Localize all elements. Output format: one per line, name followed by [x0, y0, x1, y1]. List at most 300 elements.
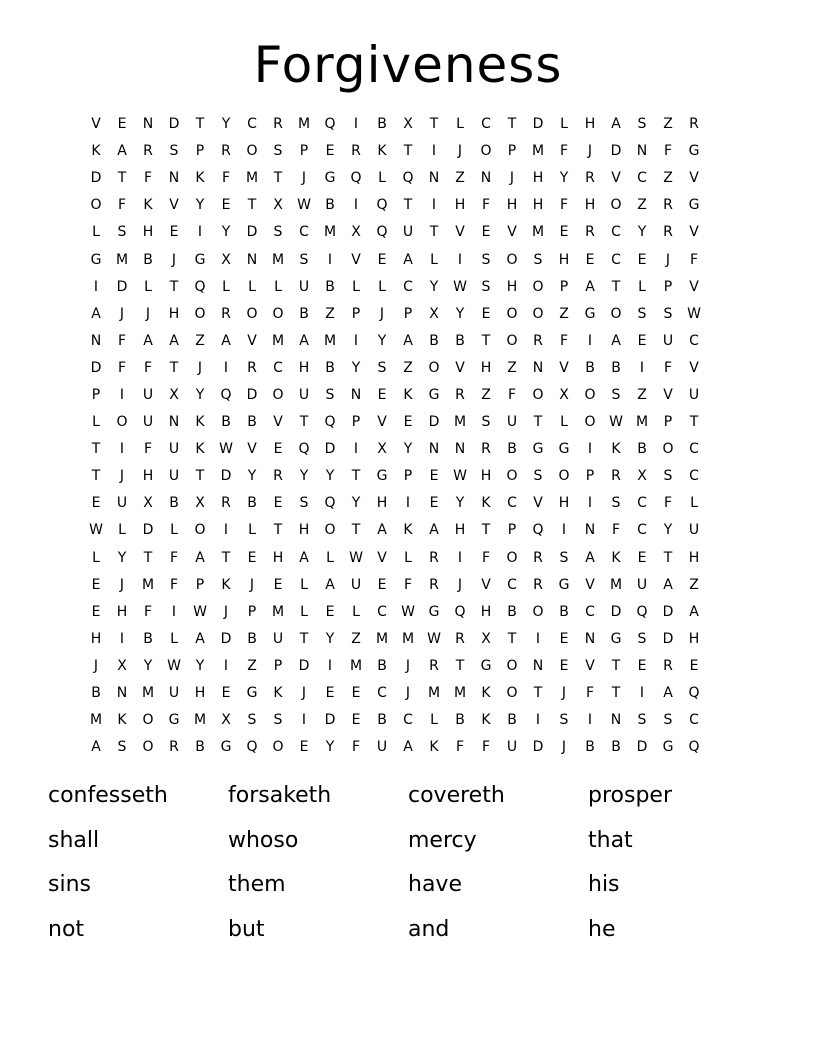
grid-letter: T — [351, 468, 361, 485]
grid-letter: Z — [507, 359, 517, 376]
grid-letter: C — [507, 576, 517, 593]
grid-letter: Y — [559, 170, 569, 187]
grid-letter: L — [222, 278, 230, 295]
grid-letter: Q — [636, 603, 648, 620]
grid-letter: E — [325, 143, 335, 160]
grid-letter: S — [637, 305, 647, 322]
grid-letter: B — [585, 359, 595, 376]
grid-letter: J — [301, 685, 307, 702]
grid-letter: H — [142, 468, 154, 485]
grid-letter: A — [221, 332, 231, 349]
grid-letter: E — [91, 603, 101, 620]
grid-letter: S — [169, 143, 179, 160]
grid-letter: Q — [194, 278, 206, 295]
grid-letter: E — [377, 576, 387, 593]
grid-letter: L — [404, 549, 412, 566]
grid-letter: L — [430, 712, 438, 729]
grid-letter: H — [532, 197, 544, 214]
grid-letter: O — [506, 468, 518, 485]
grid-letter: F — [611, 522, 621, 539]
grid-letter: S — [273, 224, 283, 241]
grid-letter: B — [585, 739, 595, 756]
grid-letter: R — [663, 197, 673, 214]
grid-letter: L — [352, 278, 360, 295]
grid-letter: Z — [455, 170, 465, 187]
grid-letter: F — [559, 332, 569, 349]
grid-letter: J — [561, 739, 567, 756]
grid-letter: I — [639, 359, 645, 376]
grid-letter: Y — [325, 468, 335, 485]
grid-letter: T — [299, 630, 309, 647]
grid-letter: I — [353, 332, 359, 349]
grid-letter: Z — [325, 305, 335, 322]
grid-letter: I — [431, 197, 437, 214]
grid-letter: O — [506, 549, 518, 566]
grid-letter: U — [506, 739, 518, 756]
grid-letter: A — [403, 251, 413, 268]
grid-letter: E — [273, 576, 283, 593]
grid-letter: V — [611, 170, 621, 187]
grid-letter: A — [91, 739, 101, 756]
grid-letter: F — [351, 739, 361, 756]
grid-row — [83, 734, 733, 761]
grid-letter: O — [532, 386, 544, 403]
grid-letter: Y — [325, 630, 335, 647]
grid-letter: E — [585, 251, 595, 268]
grid-letter: M — [193, 712, 207, 729]
grid-letter: C — [481, 116, 491, 133]
grid-letter: Y — [325, 739, 335, 756]
grid-letter: C — [403, 278, 413, 295]
grid-letter: I — [327, 251, 333, 268]
grid-letter: H — [480, 359, 492, 376]
grid-letter: G — [90, 251, 102, 268]
grid-letter: V — [247, 332, 257, 349]
grid-letter: V — [585, 576, 595, 593]
grid-letter: T — [143, 549, 153, 566]
grid-letter: S — [663, 305, 673, 322]
grid-letter: U — [506, 414, 518, 431]
grid-letter: W — [349, 549, 363, 566]
grid-letter: R — [429, 576, 439, 593]
grid-letter: T — [611, 657, 621, 674]
grid-letter: J — [223, 603, 229, 620]
grid-letter: S — [533, 251, 543, 268]
grid-letter: T — [91, 441, 101, 458]
grid-letter: I — [639, 685, 645, 702]
grid-letter: Y — [663, 522, 673, 539]
grid-letter: V — [377, 549, 387, 566]
grid-letter: E — [637, 549, 647, 566]
grid-letter: I — [223, 359, 229, 376]
grid-letter: B — [247, 414, 257, 431]
grid-letter: G — [324, 170, 336, 187]
grid-letter: Y — [143, 657, 153, 674]
grid-letter: H — [142, 224, 154, 241]
grid-letter: J — [119, 305, 125, 322]
grid-letter: O — [532, 603, 544, 620]
grid-letter: F — [117, 197, 127, 214]
grid-letter: N — [584, 630, 596, 647]
grid-letter: U — [688, 386, 700, 403]
grid-letter: P — [195, 143, 205, 160]
grid-letter: R — [533, 549, 543, 566]
grid-letter: O — [272, 305, 284, 322]
grid-letter: G — [376, 468, 388, 485]
grid-letter: R — [533, 332, 543, 349]
grid-letter: R — [351, 143, 361, 160]
grid-letter: Z — [247, 657, 257, 674]
grid-letter: R — [273, 468, 283, 485]
grid-letter: G — [428, 386, 440, 403]
grid-letter: W — [167, 657, 181, 674]
grid-letter: U — [376, 739, 388, 756]
grid-letter: Z — [637, 197, 647, 214]
grid-letter: C — [377, 603, 387, 620]
grid-letter: B — [91, 685, 101, 702]
grid-letter: M — [115, 251, 129, 268]
grid-letter: P — [247, 603, 257, 620]
grid-letter: B — [377, 657, 387, 674]
grid-letter: H — [116, 603, 128, 620]
grid-letter: E — [117, 116, 127, 133]
grid-letter: P — [273, 657, 283, 674]
grid-row — [83, 165, 733, 192]
grid-letter: Y — [195, 386, 205, 403]
grid-letter: X — [351, 224, 361, 241]
grid-letter: E — [377, 386, 387, 403]
grid-letter: K — [403, 522, 413, 539]
grid-letter: I — [353, 116, 359, 133]
grid-letter: I — [587, 712, 593, 729]
grid-letter: D — [532, 739, 544, 756]
grid-letter: J — [457, 143, 463, 160]
grid-letter: C — [611, 251, 621, 268]
grid-letter: S — [559, 549, 569, 566]
grid-letter: K — [143, 197, 153, 214]
grid-letter: L — [300, 603, 308, 620]
grid-letter: A — [299, 549, 309, 566]
grid-letter: R — [169, 739, 179, 756]
grid-letter: W — [453, 278, 467, 295]
grid-letter: P — [403, 305, 413, 322]
grid-letter: R — [221, 305, 231, 322]
grid-letter: Y — [637, 224, 647, 241]
grid-letter: X — [221, 712, 231, 729]
grid-letter: Z — [663, 170, 673, 187]
grid-letter: R — [663, 657, 673, 674]
grid-letter: E — [273, 495, 283, 512]
grid-letter: F — [507, 386, 517, 403]
word-list-item: he — [588, 916, 616, 942]
grid-letter: E — [429, 495, 439, 512]
grid-letter: B — [611, 739, 621, 756]
grid-letter: F — [663, 143, 673, 160]
grid-letter: S — [117, 739, 127, 756]
grid-letter: Y — [117, 549, 127, 566]
grid-letter: I — [327, 657, 333, 674]
grid-letter: C — [637, 170, 647, 187]
grid-letter: D — [90, 170, 102, 187]
grid-letter: Q — [376, 224, 388, 241]
grid-letter: T — [299, 414, 309, 431]
grid-letter: B — [299, 305, 309, 322]
grid-letter: O — [532, 305, 544, 322]
grid-letter: O — [584, 414, 596, 431]
grid-row — [83, 328, 733, 355]
grid-letter: E — [247, 549, 257, 566]
word-list-item: that — [588, 827, 633, 853]
grid-letter: C — [273, 359, 283, 376]
grid-letter: J — [665, 251, 671, 268]
grid-letter: V — [663, 386, 673, 403]
grid-letter: D — [532, 116, 544, 133]
grid-letter: O — [558, 468, 570, 485]
grid-letter: V — [559, 359, 569, 376]
grid-letter: O — [246, 143, 258, 160]
grid-letter: G — [610, 630, 622, 647]
grid-letter: B — [143, 630, 153, 647]
grid-letter: V — [585, 657, 595, 674]
grid-letter: E — [637, 251, 647, 268]
grid-letter: D — [220, 468, 232, 485]
grid-letter: K — [377, 143, 387, 160]
grid-letter: L — [248, 522, 256, 539]
grid-letter: X — [481, 630, 491, 647]
grid-letter: M — [453, 414, 467, 431]
grid-letter: L — [378, 278, 386, 295]
grid-letter: B — [559, 603, 569, 620]
grid-row — [83, 355, 733, 382]
grid-letter: A — [585, 549, 595, 566]
grid-letter: X — [637, 468, 647, 485]
grid-letter: P — [403, 468, 413, 485]
grid-letter: G — [428, 603, 440, 620]
grid-letter: L — [326, 549, 334, 566]
grid-letter: B — [247, 630, 257, 647]
grid-letter: N — [636, 143, 648, 160]
grid-letter: F — [143, 170, 153, 187]
grid-letter: Y — [377, 332, 387, 349]
grid-letter: H — [558, 495, 570, 512]
grid-letter: N — [116, 685, 128, 702]
grid-letter: J — [93, 657, 99, 674]
grid-letter: T — [91, 468, 101, 485]
grid-letter: I — [431, 143, 437, 160]
grid-letter: M — [531, 224, 545, 241]
grid-letter: P — [299, 143, 309, 160]
grid-letter: N — [454, 441, 466, 458]
grid-letter: G — [662, 739, 674, 756]
grid-letter: Q — [324, 116, 336, 133]
grid-letter: Q — [532, 522, 544, 539]
grid-letter: F — [117, 332, 127, 349]
grid-letter: S — [273, 712, 283, 729]
grid-row — [83, 653, 733, 680]
grid-letter: B — [221, 414, 231, 431]
grid-letter: J — [457, 576, 463, 593]
grid-letter: J — [405, 657, 411, 674]
grid-letter: V — [689, 224, 699, 241]
grid-letter: Q — [454, 603, 466, 620]
grid-letter: Y — [247, 468, 257, 485]
grid-letter: C — [689, 468, 699, 485]
grid-letter: I — [93, 278, 99, 295]
grid-letter: Y — [351, 495, 361, 512]
grid-letter: E — [91, 495, 101, 512]
grid-letter: V — [91, 116, 101, 133]
grid-letter: F — [689, 251, 699, 268]
grid-letter: R — [663, 224, 673, 241]
grid-letter: H — [532, 170, 544, 187]
grid-letter: O — [662, 441, 674, 458]
grid-letter: V — [351, 251, 361, 268]
grid-letter: N — [246, 251, 258, 268]
grid-letter: K — [611, 441, 621, 458]
grid-letter: W — [401, 603, 415, 620]
grid-letter: F — [663, 359, 673, 376]
grid-letter: M — [141, 576, 155, 593]
grid-letter: E — [559, 630, 569, 647]
grid-letter: X — [559, 386, 569, 403]
grid-letter: X — [117, 657, 127, 674]
grid-letter: P — [351, 414, 361, 431]
grid-letter: M — [427, 685, 441, 702]
grid-row — [83, 599, 733, 626]
grid-letter: X — [403, 116, 413, 133]
grid-letter: F — [663, 495, 673, 512]
grid-letter: X — [377, 441, 387, 458]
grid-letter: E — [221, 685, 231, 702]
grid-letter: K — [611, 549, 621, 566]
grid-letter: I — [457, 251, 463, 268]
word-list-item: have — [408, 872, 462, 897]
grid-letter: X — [143, 495, 153, 512]
grid-letter: Q — [376, 197, 388, 214]
word-list-item: and — [408, 916, 450, 942]
grid-letter: T — [273, 170, 283, 187]
grid-letter: T — [611, 278, 621, 295]
word-list-item: covereth — [408, 783, 505, 808]
grid-letter: B — [325, 197, 335, 214]
grid-row — [83, 138, 733, 165]
grid-letter: F — [221, 170, 231, 187]
grid-letter: E — [325, 603, 335, 620]
grid-letter: B — [507, 441, 517, 458]
grid-letter: S — [481, 278, 491, 295]
grid-letter: H — [454, 522, 466, 539]
grid-letter: D — [116, 278, 128, 295]
grid-letter: L — [352, 603, 360, 620]
grid-letter: U — [272, 630, 284, 647]
grid-letter: M — [297, 116, 311, 133]
grid-letter: Y — [403, 441, 413, 458]
grid-letter: Z — [403, 359, 413, 376]
grid-row — [83, 246, 733, 273]
grid-letter: W — [687, 305, 701, 322]
grid-letter: T — [507, 116, 517, 133]
grid-letter: M — [271, 332, 285, 349]
grid-letter: G — [532, 441, 544, 458]
grid-letter: S — [533, 468, 543, 485]
grid-letter: O — [506, 685, 518, 702]
grid-letter: L — [274, 278, 282, 295]
grid-letter: E — [91, 576, 101, 593]
grid-letter: L — [144, 278, 152, 295]
grid-letter: I — [587, 495, 593, 512]
grid-letter: O — [532, 278, 544, 295]
grid-letter: J — [379, 305, 385, 322]
grid-letter: B — [247, 495, 257, 512]
grid-letter: A — [585, 278, 595, 295]
grid-letter: I — [353, 441, 359, 458]
grid-letter: O — [90, 197, 102, 214]
grid-letter: A — [429, 522, 439, 539]
grid-letter: J — [171, 251, 177, 268]
grid-letter: Z — [195, 332, 205, 349]
grid-letter: H — [454, 197, 466, 214]
grid-letter: B — [455, 712, 465, 729]
grid-letter: I — [119, 386, 125, 403]
grid-letter: N — [90, 332, 102, 349]
grid-letter: O — [194, 305, 206, 322]
grid-letter: F — [403, 576, 413, 593]
grid-letter: R — [221, 495, 231, 512]
grid-letter: I — [223, 522, 229, 539]
grid-letter: C — [247, 116, 257, 133]
grid-letter: U — [116, 495, 128, 512]
grid-letter: D — [220, 630, 232, 647]
grid-letter: A — [663, 576, 673, 593]
grid-letter: V — [455, 224, 465, 241]
grid-letter: B — [377, 712, 387, 729]
grid-letter: W — [609, 414, 623, 431]
grid-letter: R — [585, 170, 595, 187]
grid-letter: D — [142, 522, 154, 539]
grid-row — [83, 219, 733, 246]
grid-letter: L — [170, 630, 178, 647]
grid-letter: L — [92, 549, 100, 566]
grid-letter: B — [325, 278, 335, 295]
grid-row — [83, 192, 733, 219]
grid-letter: D — [168, 116, 180, 133]
grid-letter: Y — [455, 495, 465, 512]
grid-letter: I — [171, 603, 177, 620]
grid-letter: K — [195, 170, 205, 187]
grid-letter: E — [689, 657, 699, 674]
grid-letter: B — [507, 603, 517, 620]
grid-letter: L — [560, 116, 568, 133]
grid-letter: W — [453, 468, 467, 485]
grid-letter: V — [377, 414, 387, 431]
grid-letter: G — [220, 739, 232, 756]
grid-row — [83, 517, 733, 544]
grid-letter: I — [535, 712, 541, 729]
grid-letter: H — [688, 630, 700, 647]
grid-letter: M — [531, 143, 545, 160]
grid-letter: A — [377, 522, 387, 539]
grid-letter: U — [662, 332, 674, 349]
grid-letter: S — [637, 630, 647, 647]
grid-letter: J — [197, 359, 203, 376]
grid-letter: Y — [221, 116, 231, 133]
grid-row — [83, 382, 733, 409]
grid-letter: E — [351, 685, 361, 702]
grid-letter: Q — [402, 170, 414, 187]
grid-letter: B — [455, 332, 465, 349]
grid-letter: I — [353, 197, 359, 214]
grid-letter: U — [168, 441, 180, 458]
